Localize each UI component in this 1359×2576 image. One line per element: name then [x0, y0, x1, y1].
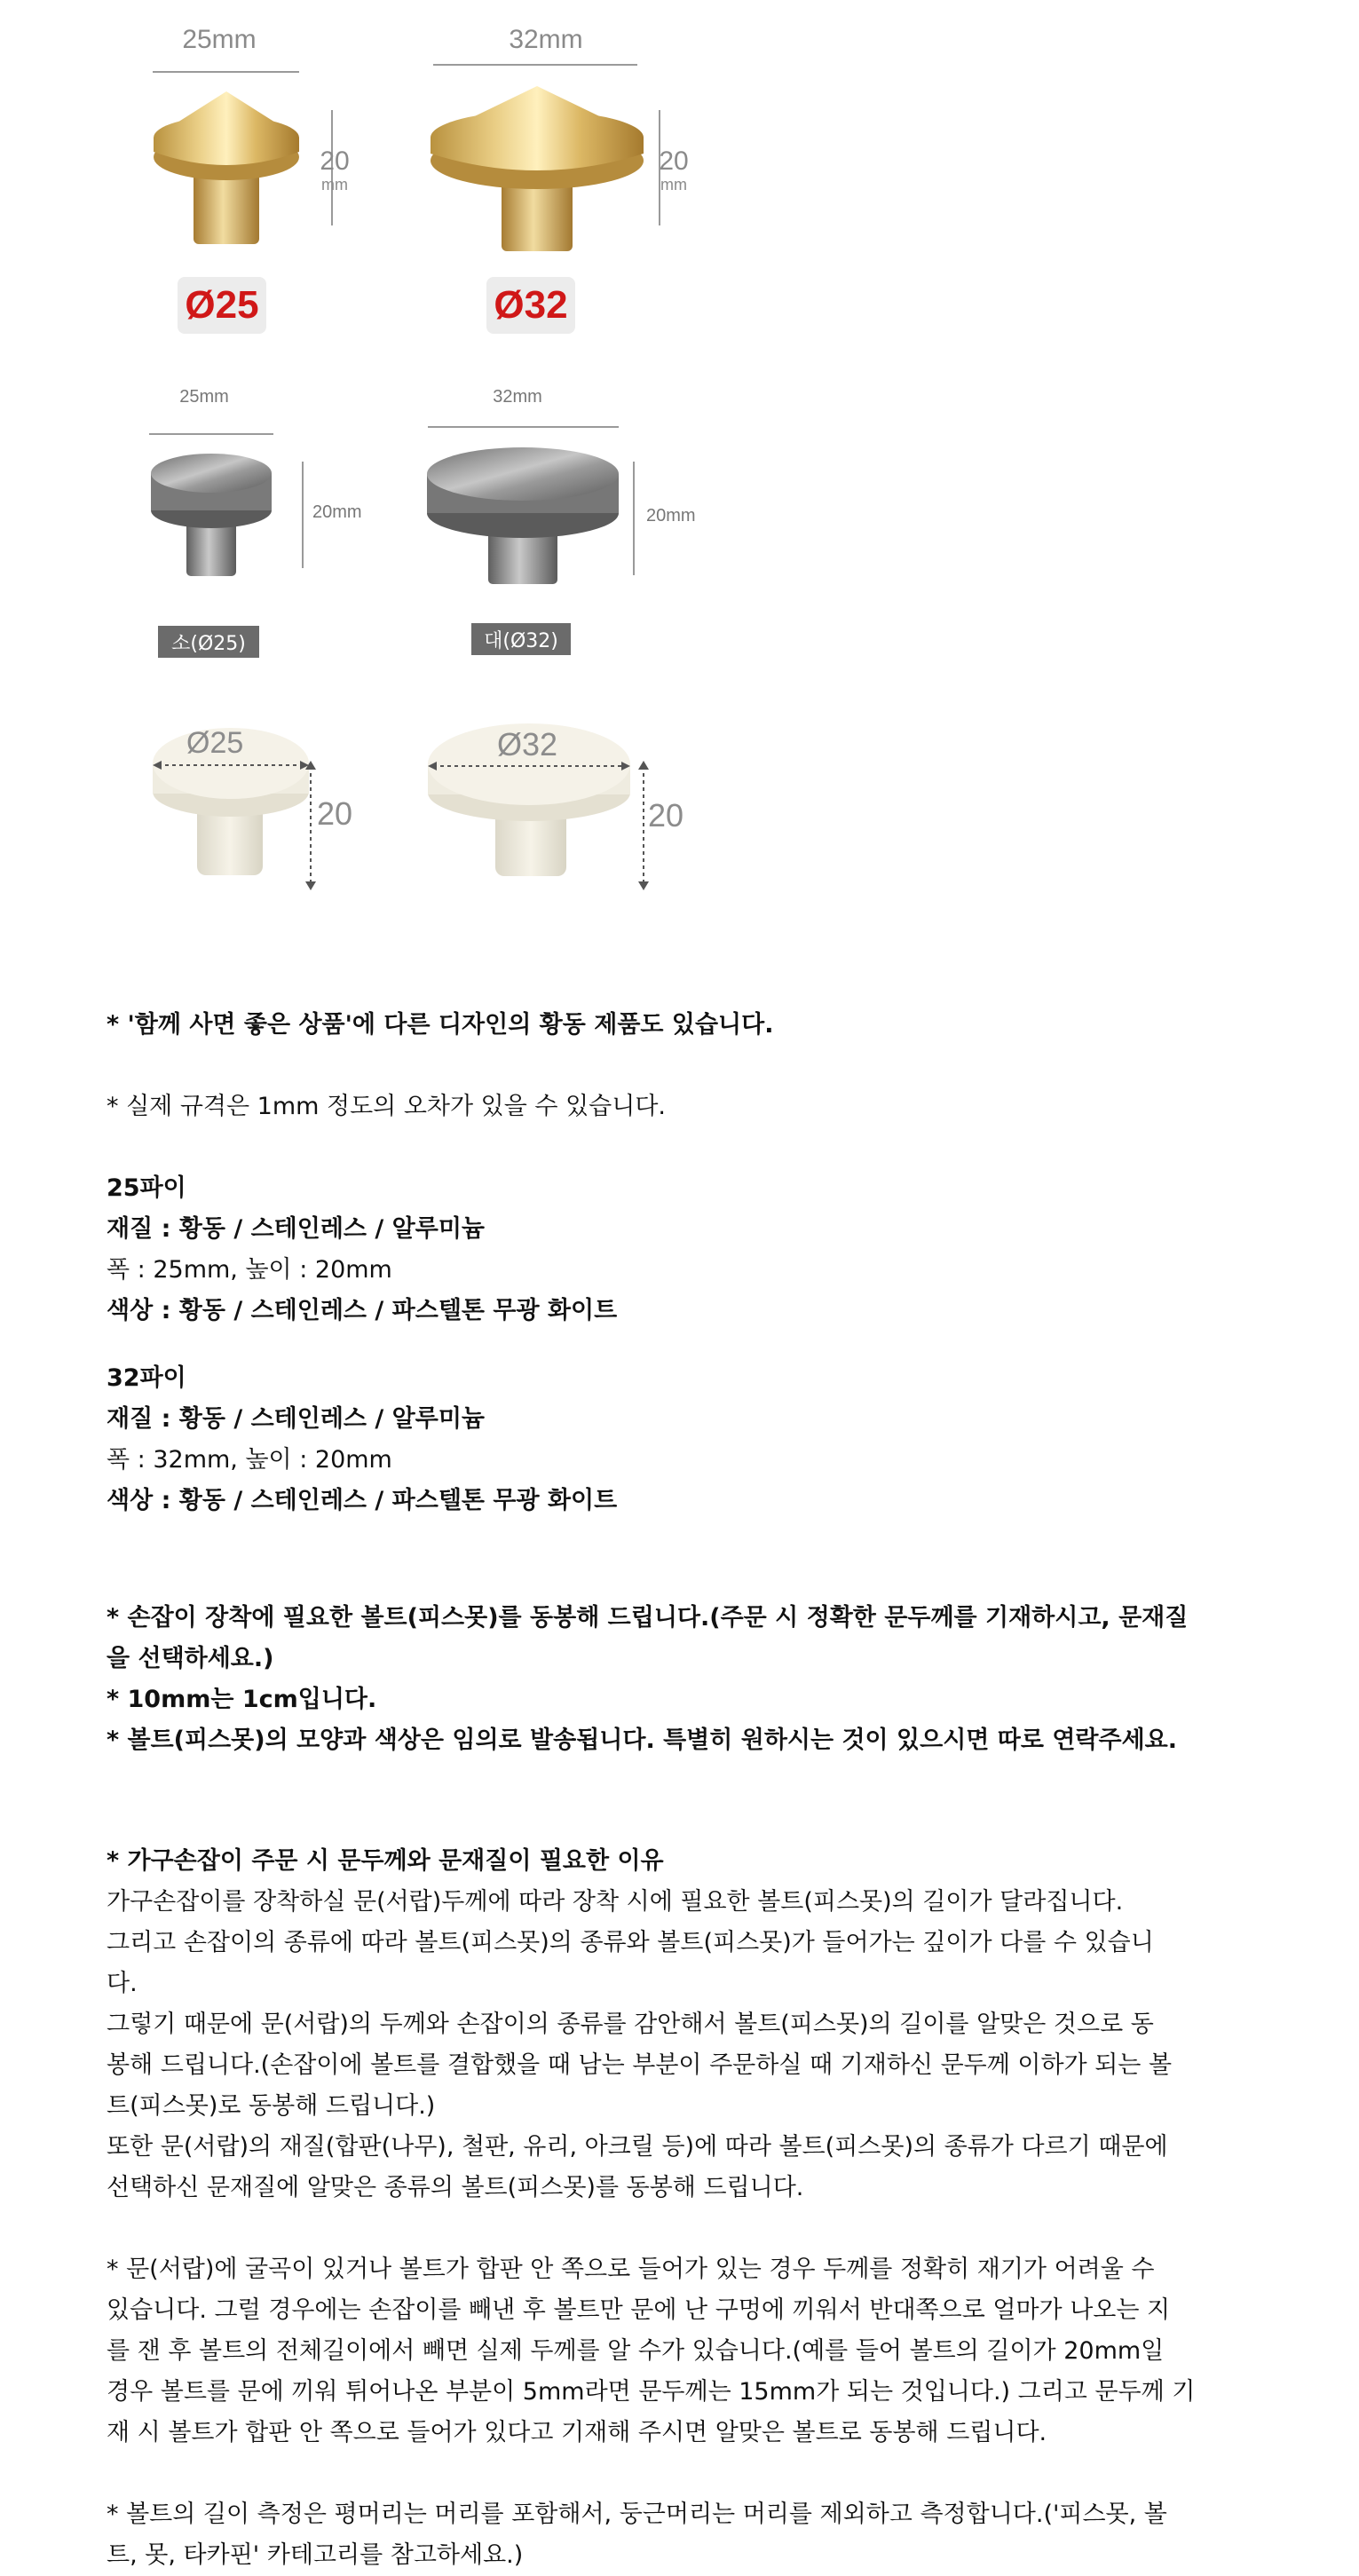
dimension-line: [433, 64, 637, 66]
reason-line: 봉해 드립니다.(손잡이에 볼트를 결합했을 때 남는 부분이 주문하실 때 기재하신 문두께 이하가 되는 볼: [107, 2051, 1173, 2079]
dimension-line: [633, 462, 635, 575]
steel-knob-small-image: [144, 439, 277, 581]
reason-line: 다.: [107, 1970, 138, 1997]
bolt-notice-line: 을 선택하세요.): [107, 1645, 274, 1672]
brass-large-width-label: 32mm: [509, 25, 583, 54]
measure-line: 있습니다. 그럴 경우에는 손잡이를 빼낸 후 볼트만 문에 난 구멍에 끼워서 반대쪽으로 얼마가 나오는 지: [107, 2296, 1171, 2324]
brass-knob-small-image: [142, 84, 311, 253]
brass-large-height-label: 20: [659, 146, 689, 176]
spec-32-material: 재질 : 황동 / 스테인레스 / 알루미늄: [107, 1405, 485, 1433]
reason-heading: * 가구손잡이 주문 시 문두께와 문재질이 필요한 이유: [107, 1847, 664, 1875]
steel-knob-large-image: [422, 433, 626, 593]
spec-25-color: 색상 : 황동 / 스테인레스 / 파스텔톤 무광 화이트: [107, 1297, 618, 1324]
steel-large-height-label: 20mm: [646, 506, 696, 525]
measure-line: 재 시 볼트가 합판 안 쪽으로 들어가 있다고 기재해 주시면 알맞은 볼트로 동봉해 드립니다.: [107, 2419, 1047, 2446]
bolt-notice-line: * 손잡이 장착에 필요한 볼트(피스못)를 동봉해 드립니다.(주문 시 정확한 문두께를 기재하시고, 문재질: [107, 1604, 1189, 1632]
notice-tolerance: * 실제 규격은 1mm 정도의 오차가 있을 수 있습니다.: [107, 1093, 666, 1120]
dimension-line: [149, 433, 273, 435]
size-label-small: 소(Ø25): [158, 626, 259, 658]
brass-knob-large-image: [422, 75, 652, 257]
reason-line: 그렇기 때문에 문(서랍)의 두께와 손잡이의 종류를 감안해서 볼트(피스못)의 길이를 알맞은 것으로 동: [107, 2011, 1154, 2038]
steel-small-width-label: 25mm: [179, 387, 229, 407]
dimension-line: [428, 426, 619, 428]
dimension-line: [302, 462, 304, 568]
spec-25-block: [107, 1168, 1260, 1331]
reason-line: 또한 문(서랍)의 재질(합판(나무), 철판, 유리, 아크릴 등)에 따라 볼트(피스못)의 종류가 다르기 때문에: [107, 2133, 1168, 2161]
measure-line: * 문(서랍)에 굴곡이 있거나 볼트가 합판 안 쪽으로 들어가 있는 경우 두께를 정확히 재기가 어려울 수: [107, 2256, 1155, 2283]
notice-related-products: * '함께 사면 좋은 상품'에 다른 디자인의 황동 제품도 있습니다.: [107, 1011, 774, 1039]
brass-small-height-unit: mm: [321, 176, 348, 194]
reason-line: 선택하신 문재질에 알맞은 종류의 볼트(피스못)를 동봉해 드립니다.: [107, 2174, 804, 2201]
steel-small-height-label: 20mm: [312, 502, 362, 522]
spec-32-title: 32파이: [107, 1364, 186, 1392]
measure-line: 를 잰 후 볼트의 전체길이에서 빼면 실제 두께를 알 수가 있습니다.(예를 들어 볼트의 길이가 20mm일: [107, 2337, 1165, 2365]
spec-25-material: 재질 : 황동 / 스테인레스 / 알루미늄: [107, 1215, 485, 1243]
brass-small-height-label: 20: [320, 146, 350, 176]
size-badge-32: Ø32: [486, 277, 575, 334]
spec-32-size: 폭 : 32mm, 높이 : 20mm: [107, 1446, 392, 1474]
white-large-diameter-label: Ø32: [497, 726, 558, 763]
steel-large-width-label: 32mm: [493, 387, 542, 407]
size-badge-25: Ø25: [178, 277, 266, 334]
reason-line: 트(피스못)로 동봉해 드립니다.): [107, 2092, 436, 2120]
brass-large-height-unit: mm: [660, 176, 687, 194]
spec-25-title: 25파이: [107, 1174, 186, 1202]
reason-block: [107, 1841, 1260, 2576]
reason-line: 그리고 손잡이의 종류에 따라 볼트(피스못)의 종류와 볼트(피스못)가 들어가는 깊이가 다를 수 있습니: [107, 1929, 1154, 1956]
spec-32-block: [107, 1358, 1260, 1521]
bolt-length-line: 트, 못, 타카핀' 카테고리를 참고하세요.): [107, 2541, 524, 2569]
reason-line: 가구손잡이를 장착하실 문(서랍)두께에 따라 장착 시에 필요한 볼트(피스못)의 길이가 달라집니다.: [107, 1888, 1124, 1916]
white-small-height-label: 20: [317, 795, 353, 832]
white-small-diameter-label: Ø25: [186, 726, 244, 760]
bolt-shape-notice: * 볼트(피스못)의 모양과 색상은 임의로 발송됩니다. 특별히 원하시는 것이 있으시면 따로 연락주세요.: [107, 1727, 1177, 1754]
bolt-length-line: * 볼트의 길이 측정은 평머리는 머리를 포함해서, 둥근머리는 머리를 제외하고 측정합니다.('피스못, 볼: [107, 2501, 1167, 2528]
white-large-height-label: 20: [648, 797, 684, 834]
unit-notice: * 10mm는 1cm입니다.: [107, 1686, 377, 1713]
bolt-notice-block: [107, 1598, 1260, 1761]
spec-32-color: 색상 : 황동 / 스테인레스 / 파스텔톤 무광 화이트: [107, 1487, 618, 1514]
notice-block: [107, 1005, 1260, 1127]
dimension-line: [153, 71, 299, 73]
spec-25-size: 폭 : 25mm, 높이 : 20mm: [107, 1256, 392, 1284]
brass-small-width-label: 25mm: [182, 25, 257, 54]
measure-line: 경우 볼트를 문에 끼워 튀어나온 부분이 5mm라면 문두께는 15mm가 되는 것입니다.) 그리고 문두께 기: [107, 2378, 1196, 2406]
size-label-large: 대(Ø32): [471, 623, 571, 655]
